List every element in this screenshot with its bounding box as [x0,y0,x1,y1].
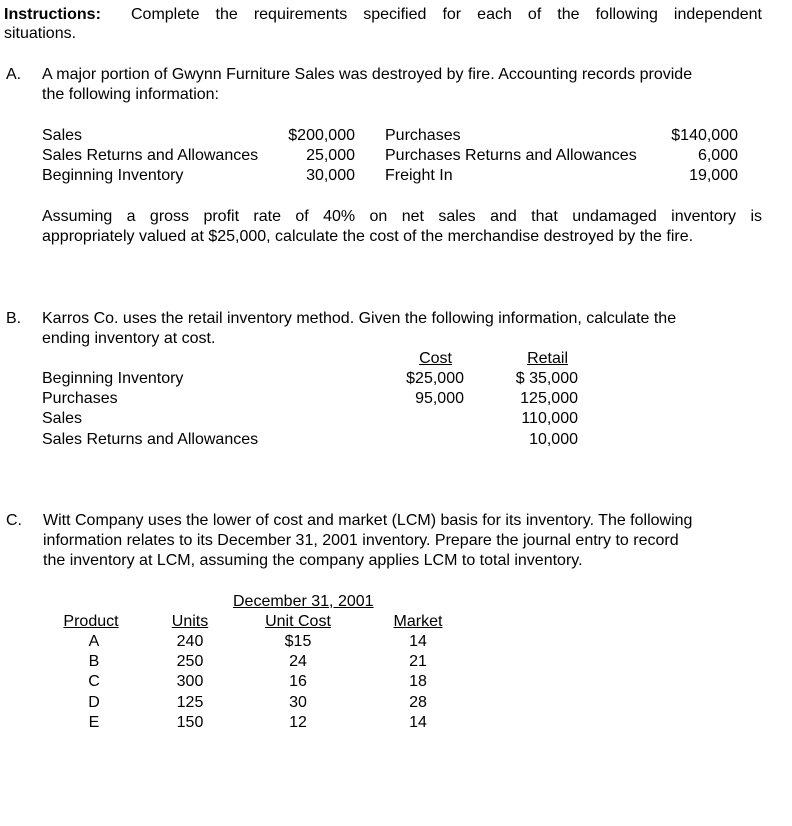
lcm-header-unit-cost: Unit Cost [265,613,331,630]
retail-row-retail: 125,000 [520,390,578,407]
purchases-returns-label: Purchases Returns and Allowances [385,147,637,164]
retail-row-cost: $25,000 [406,370,464,387]
lcm-unit-cost-cell: 16 [289,673,307,690]
lcm-table-title: December 31, 2001 [233,593,374,610]
sales-label: Sales [42,127,83,144]
retail-row-retail: 110,000 [521,410,578,427]
section-b-letter: B. [6,310,22,327]
lcm-market-cell: 28 [409,694,427,711]
section-a-letter: A. [6,66,22,83]
lcm-units-cell: 240 [176,633,204,650]
section-a-intro-line2: the following information: [42,86,219,103]
lcm-units-cell: 250 [176,653,204,670]
lcm-unit-cost-cell: 12 [289,714,307,731]
section-c-intro-line3: the inventory at LCM, assuming the company applies LCM to total inventory. [43,552,583,569]
purchases-returns-value: 6,000 [697,147,738,164]
freight-in-label: Freight In [385,167,453,184]
sales-returns-value: 25,000 [306,147,355,164]
retail-row-label: Purchases [42,390,118,407]
lcm-units-cell: 125 [176,694,204,711]
lcm-unit-cost-cell: $15 [284,633,312,650]
section-c-intro-line2: information relates to its December 31, 2001 inventory. Prepare the journal entry to record [43,532,679,549]
lcm-product-cell: C [88,673,100,690]
cost-header-underline [396,349,452,369]
lcm-units-cell: 150 [176,714,204,731]
lcm-header-market: Market [393,613,443,630]
instructions-text-line2: situations. [4,25,77,42]
lcm-header-market-wrap [373,612,463,632]
lcm-header-unit-cost-wrap [253,612,343,632]
lcm-unit-cost-cell: 30 [289,694,307,711]
section-a-question-line2: appropriately valued at $25,000, calculate the cost of the merchandise destroyed by the fire. [42,228,694,245]
lcm-market-cell: 14 [409,633,427,650]
purchases-label: Purchases [385,127,461,144]
section-c-intro-line1: Witt Company uses the lower of cost and market (LCM) basis for its inventory. The following [43,512,693,529]
lcm-product-cell: D [88,694,100,711]
lcm-product-cell: E [88,714,100,731]
freight-in-value: 19,000 [689,167,738,184]
retail-row-label: Sales [42,410,83,427]
lcm-header-units: Units [171,613,209,630]
retail-row-label: Beginning Inventory [42,370,184,387]
purchases-value: $140,000 [671,127,738,144]
lcm-header-units-wrap [145,612,235,632]
lcm-product-cell: A [88,633,100,650]
beginning-inventory-label: Beginning Inventory [42,167,184,184]
section-a-intro-line1: A major portion of Gwynn Furniture Sales was destroyed by fire. Accounting records provide [42,66,693,83]
sales-value: $200,000 [288,127,355,144]
section-a-question-line1: Assuming a gross profit rate of 40% on net sales and that undamaged inventory is [42,208,762,225]
sales-returns-label: Sales Returns and Allowances [42,147,259,164]
lcm-header-product: Product [63,613,119,630]
lcm-product-cell: B [88,653,100,670]
section-c-letter: C. [6,512,22,529]
section-b-intro-line2: ending inventory at cost. [42,330,216,347]
retail-row-retail: 10,000 [529,431,578,448]
retail-row-label: Sales Returns and Allowances [42,431,259,448]
retail-header: Retail [527,350,568,367]
instructions-label: Instructions: [4,6,101,23]
instructions-text-line1: Complete the requirements specified for each of the following independent [131,6,762,23]
lcm-market-cell: 18 [409,673,427,690]
lcm-market-cell: 21 [409,653,427,670]
lcm-unit-cost-cell: 24 [289,653,307,670]
retail-header-underline [506,349,568,369]
lcm-units-cell: 300 [176,673,204,690]
lcm-header-product-wrap [46,612,136,632]
beginning-inventory-value: 30,000 [306,167,355,184]
cost-header: Cost [419,350,452,367]
lcm-market-cell: 14 [409,714,427,731]
section-b-intro-line1: Karros Co. uses the retail inventory method. Given the following information, calculate the [42,310,677,327]
retail-row-retail: $ 35,000 [515,370,578,387]
retail-row-cost: 95,000 [415,390,464,407]
